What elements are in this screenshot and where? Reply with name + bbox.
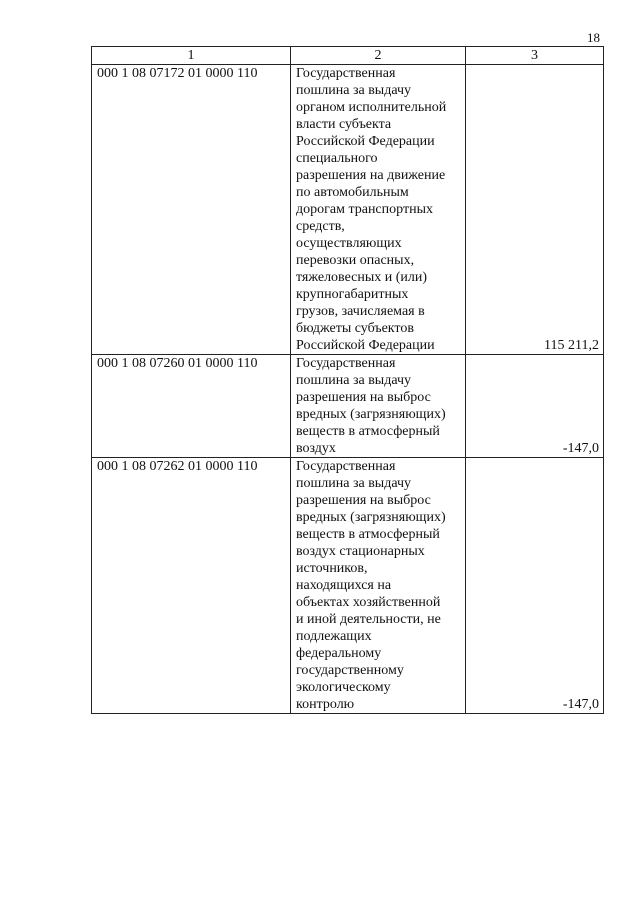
amount-cell: -147,0 [466,355,604,458]
amount-cell: -147,0 [466,458,604,714]
page-number: 18 [587,30,600,45]
budget-code-cell: 000 1 08 07172 01 0000 110 [92,65,291,355]
budget-code-cell: 000 1 08 07262 01 0000 110 [92,458,291,714]
column-header-1: 1 [92,47,291,65]
table-row [92,65,604,355]
table-row [92,458,604,714]
revenue-name-cell: Государственная пошлина за выдачу разрешения на выброс вредных (загрязняющих) веществ в атмосферный воздух стационарных источников, находящихся на объектах хозяйственной и иной деятельности, не подлежащих федеральному государственному экологическому контролю [291,458,466,714]
revenue-name-cell: Государственная пошлина за выдачу органом исполнительной власти субъекта Российской Федерации специального разрешения на движение по автомобильным дорогам транспортных средств, осуществляющих перевозки опасных, тяжеловесных и (или) крупногабаритных грузов, зачисляемая в бюджеты субъектов Российской Федерации [291,65,466,355]
budget-code-cell: 000 1 08 07260 01 0000 110 [92,355,291,458]
revenue-name-cell: Государственная пошлина за выдачу разрешения на выброс вредных (загрязняющих) веществ в атмосферный воздух [291,355,466,458]
table-header-row [92,47,604,65]
revenue-table [91,46,604,714]
column-header-2: 2 [291,47,466,65]
column-header-3: 3 [466,47,604,65]
amount-cell: 115 211,2 [466,65,604,355]
table-row [92,355,604,458]
